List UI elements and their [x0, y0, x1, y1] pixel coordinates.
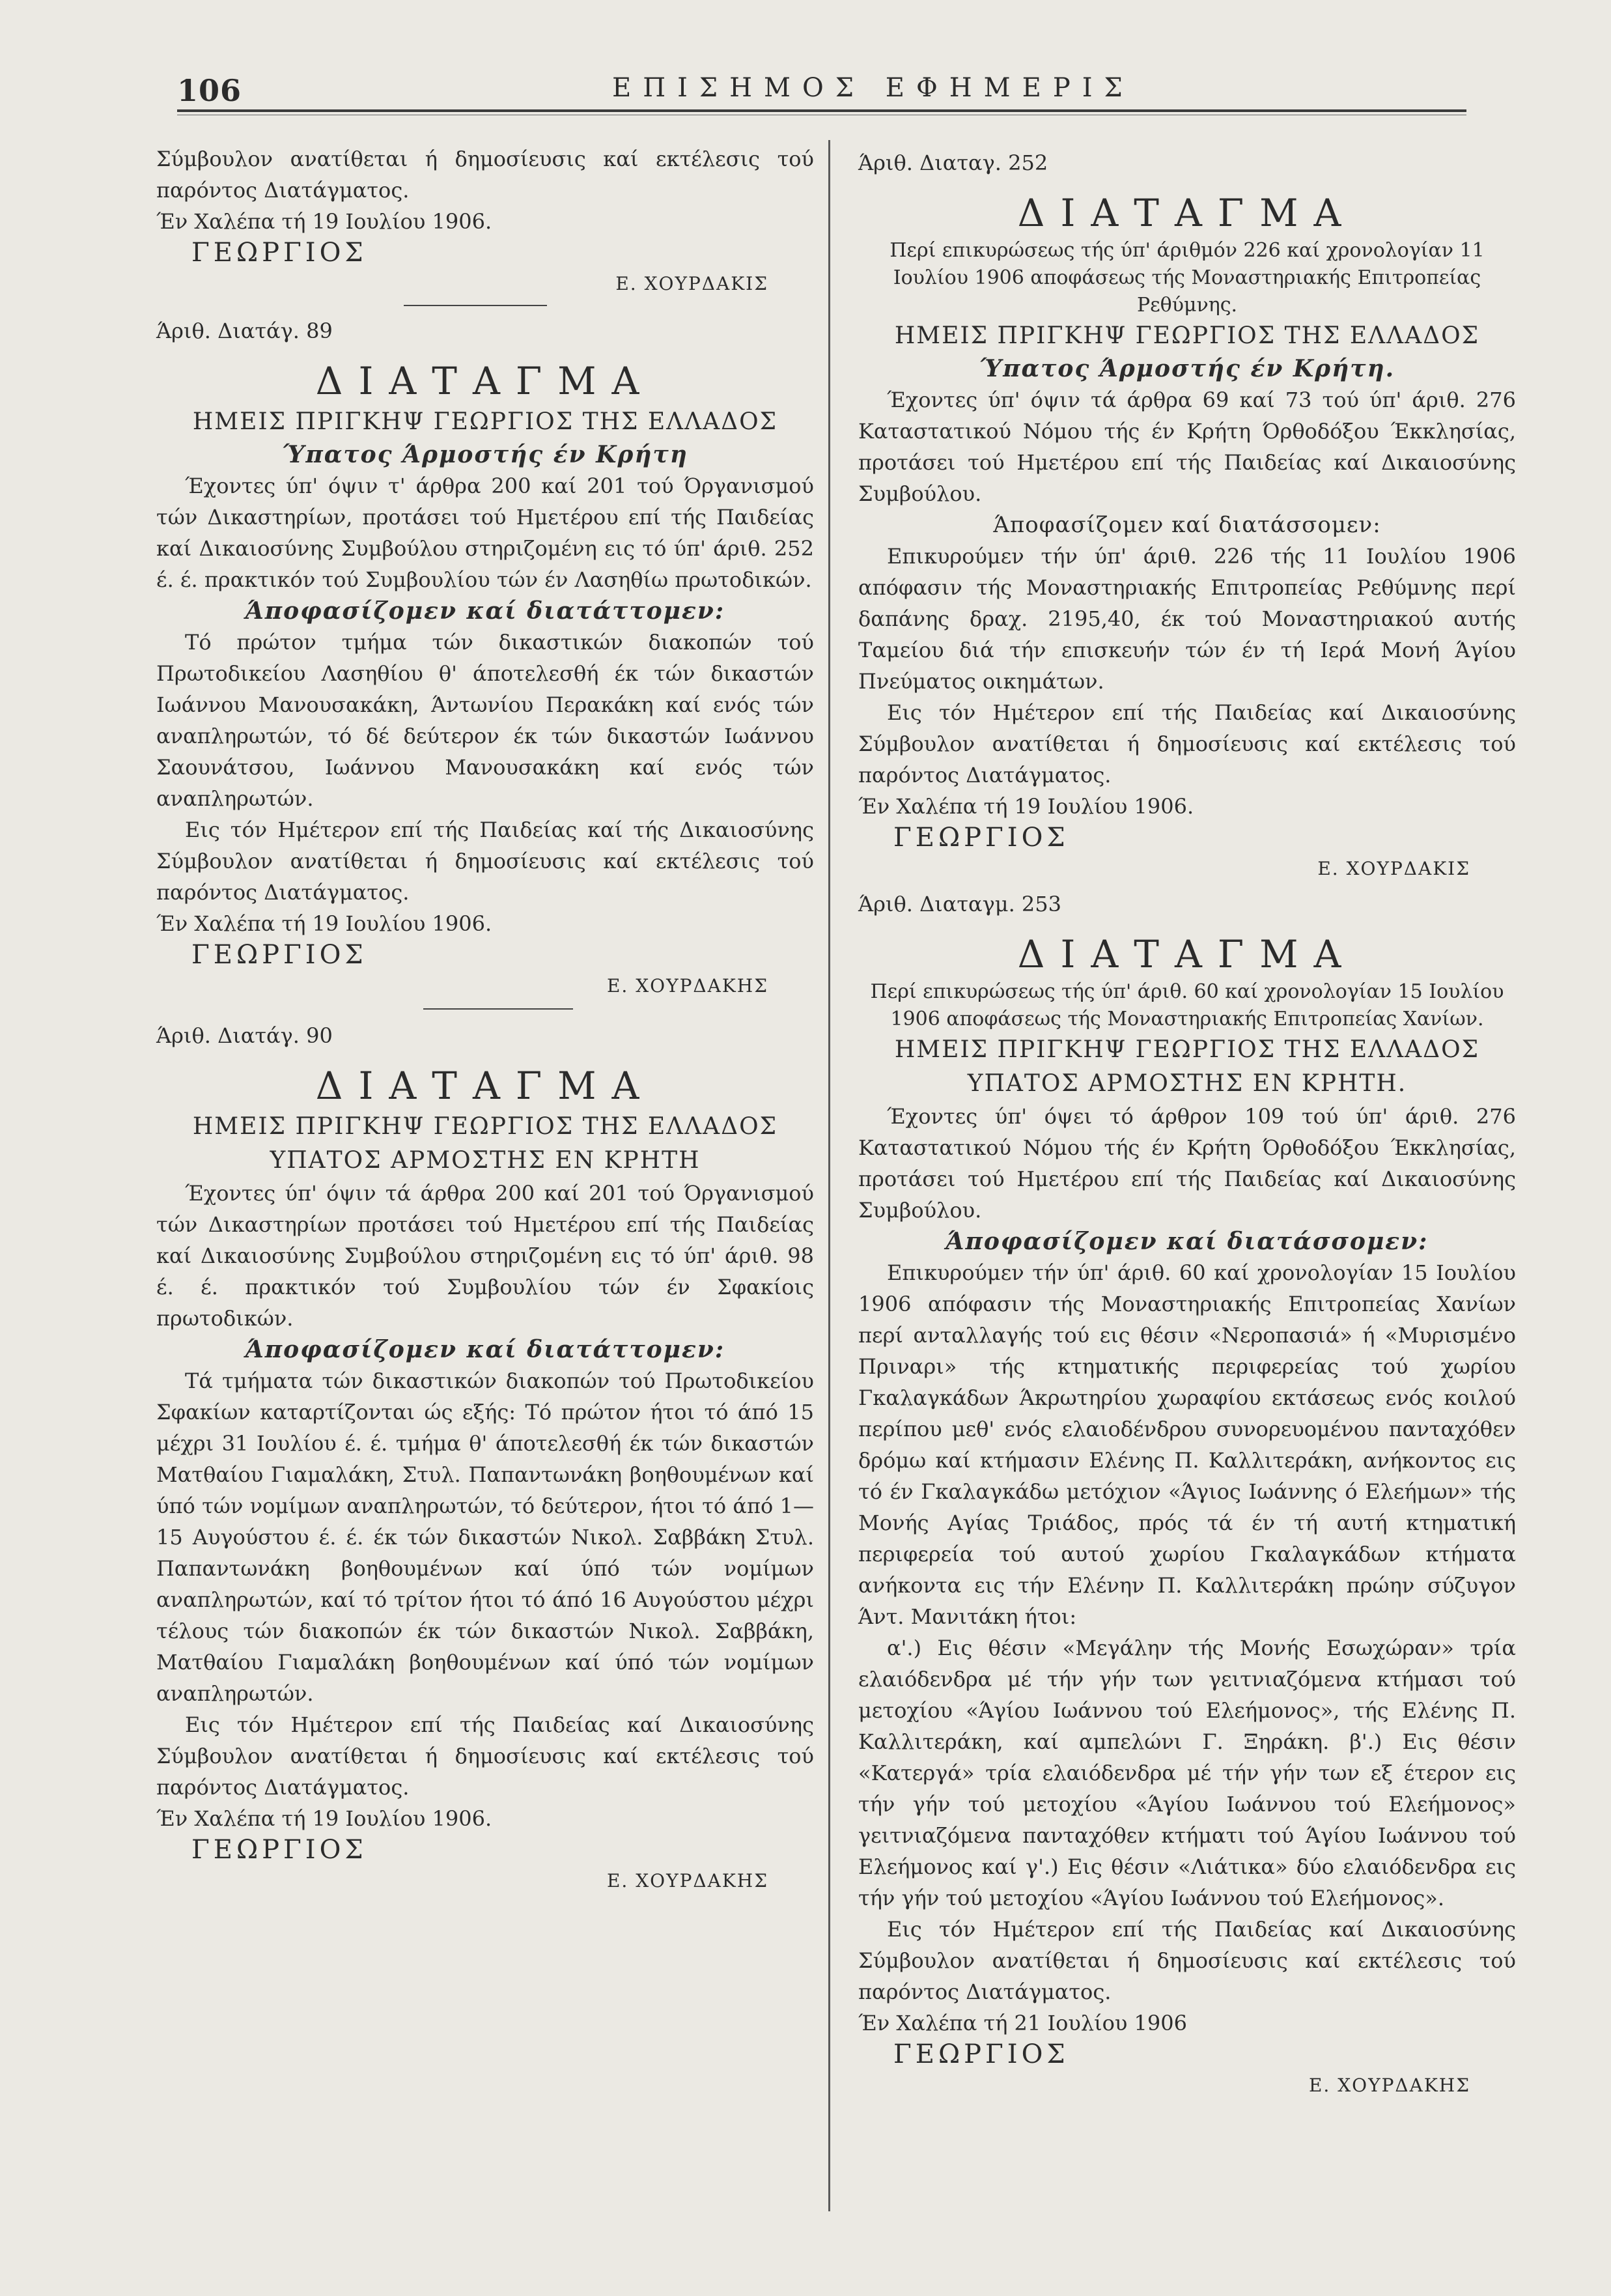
decree-issuer: ΗΜΕΙΣ ΠΡΙΓΚΗΨ ΓΕΩΡΓΙΟΣ ΤΗΣ ΕΛΛΑΔΟΣ: [192, 1113, 778, 1140]
decree-office: ΥΠΑΤΟΣ ΑΡΜΟΣΤΗΣ ΕΝ ΚΡΗΤΗ: [270, 1147, 701, 1174]
decree-office: ΥΠΑΤΟΣ ΑΡΜΟΣΤΗΣ ΕΝ ΚΡΗΤΗ.: [967, 1070, 1407, 1097]
left-column: [156, 143, 814, 1897]
decree-title: ΔΙΑΤΑΓΜΑ: [315, 1064, 655, 1108]
decree-issuer: ΗΜΕΙΣ ΠΡΙΓΚΗΨ ΓΕΩΡΓΙΟΣ ΤΗΣ ΕΛΛΑΔΟΣ: [192, 408, 778, 435]
decree-title: ΔΙΑΤΑΓΜΑ: [315, 359, 655, 403]
decree-title: ΔΙΑΤΑΓΜΑ: [1017, 932, 1357, 976]
decree-decision: Άποφασίζομεν καί διατάσσομεν:: [946, 1228, 1429, 1255]
decree-king: ΓΕΩΡΓΙΟΣ: [191, 1835, 367, 1865]
decree-body: Επικυρούμεν τήν ύπ' άριθ. 60 καί χρονολογίαν 15 Ιουλίου 1906 απόφασιν τής Μοναστηριακής Επιτροπείας Χανίων περί ανταλλαγής τού εις θέσιν «Νεροπασιά» ή «Μυρισμένο Πριναρι» τής κτηματικής περιφερείας τού χωρίου Γκαλαγκάδων Άκρωτηρίου χωραφίου εκτάσεως ενός κοιλού περίπου μεθ' ενός ελαιοδένδρου συνορευομένου πανταχόθεν δρόμω καί κτήμασιν Ελένης Π. Καλλιτεράκη, ανήκοντος εις τό έν Γκαλαγκάδω μετόχιον «Άγιος Ιωάννης ό Ελεήμων» τής Μονής Αγίας Τριάδος, πρός τά έν τή αυτή κτηματική περιφερεία τού αυτού χωρίου Γκαλαγκάδων κτήματα ανήκοντα εις τήν Ελένην Π. Καλλιτεράκη πρώην σύζυγον Άντ. Μανιτάκη ήτοι:: [858, 1260, 1516, 1629]
continuation-signature: Ε. ΧΟΥΡΔΑΚΙΣ: [615, 273, 768, 294]
decree-preamble: Έχοντες ύπ' όψιν τ' άρθρα 200 καί 201 τού Όργανισμού τών Δικαστηρίων, προτάσει τού Ημετέρου επί τής Παιδείας καί Δικαιοσύνης Συμβούλου στηριζομένη εις τό ύπ' άριθ. 252 έ. έ. πρακτικόν τού Συμβουλίου τών έν Λασηθίω πρωτοδικών.: [156, 474, 814, 592]
decree-ref: Άριθ. Διατάγ. 90: [156, 1023, 333, 1048]
decree-issuer: ΗΜΕΙΣ ΠΡΙΓΚΗΨ ΓΕΩΡΓΙΟΣ ΤΗΣ ΕΛΛΑΔΟΣ: [894, 1036, 1480, 1063]
decree-items: α'.) Εις θέσιν «Μεγάλην τής Μονής Εσωχώραν» τρία ελαιόδενδρα μέ τήν γήν των γειτνιαζόμενα κτήμασι τού μετοχίου «Άγίου Ιωάννου τού Ελεήμονος», τής Ελένης Π. Καλλιτεράκη, καί αμπελώνι Γ. Ξηράκη. β'.) Εις θέσιν «Κατεργά» τρία ελαιόδενδρα μέ τήν γήν των εξ έτερον εις τήν γήν τού μετοχίου «Άγίου Ιωάννου τού Ελεήμονος» γειτνιαζόμενα πανταχόθεν κτήματι τού Άγίου Ιωάννου τού Ελεήμονος καί γ'.) Εις θέσιν «Λιάτικα» δύο ελαιόδενδρα εις τήν γήν τού μετοχίου «Άγίου Ιωάννου τού Ελεήμονος».: [858, 1636, 1516, 1910]
decree-date: Έν Χαλέπα τή 19 Ιουλίου 1906.: [156, 911, 492, 936]
separator: [423, 1008, 573, 1010]
decree-assignment: Εις τόν Ημέτερον επί τής Παιδείας καί τής Δικαιοσύνης Σύμβουλον ανατίθεται ή δημοσίευσις καί εκτέλεσις τού παρόντος Διατάγματος.: [156, 817, 814, 905]
decree-253: [858, 888, 1516, 2101]
decree-subject: Περί επικυρώσεως τής ύπ' άριθμόν 226 καί χρονολογίαν 11 Ιουλίου 1906 αποφάσεως τής Μοναστηριακής Επιτροπείας Ρεθύμνης.: [890, 239, 1485, 317]
decree-assignment: Εις τόν Ημέτερον επί τής Παιδείας καί Δικαιοσύνης Σύμβουλον ανατίθεται ή δημοσίευσις καί εκτέλεσις τού παρόντος Διατάγματος.: [858, 700, 1516, 787]
decree-date: Έν Χαλέπα τή 19 Ιουλίου 1906.: [858, 794, 1194, 819]
decree-89: [156, 315, 814, 1002]
decree-king: ΓΕΩΡΓΙΟΣ: [893, 823, 1069, 853]
decree-king: ΓΕΩΡΓΙΟΣ: [191, 940, 367, 970]
decree-assignment: Εις τόν Ημέτερον επί τής Παιδείας καί Δικαιοσύνης Σύμβουλον ανατίθεται ή δημοσίευσις καί εκτέλεσις τού παρόντος Διατάγματος.: [858, 1917, 1516, 2004]
continuation-king: ΓΕΩΡΓΙΟΣ: [191, 238, 367, 268]
decree-body: Τά τμήματα τών δικαστικών διακοπών τού Πρωτοδικείου Σφακίων καταρτίζονται ώς εξής: Τό πρώτον ήτοι τό άπό 15 μέχρι 31 Ιουλίου έ. έ. τμήμα θ' άποτελεσθή έκ τών δικαστών Ματθαίου Γιαμαλάκη, Στυλ. Παπαντωνάκη βοηθουμένων καί ύπό τών νομίμων αναπληρωτών, τό δεύτερον, ήτοι τό άπό 1—15 Αυγούστου έ. έ. έκ τών δικαστών Νικολ. Σαββάκη Στυλ. Παπαντωνάκη βοηθουμένων καί ύπό τών νομίμων αναπληρωτών, καί τό τρίτον ήτοι τό άπό 16 Αυγούστου μέχρι τέλους τών διακοπών έκ τών δικαστών Νικολ. Σαββάκη, Ματθαίου Γιαμαλάκη βοηθουμένων καί ύπό τών νομίμων αναπληρωτών.: [156, 1368, 814, 1706]
decree-title: ΔΙΑΤΑΓΜΑ: [1017, 191, 1357, 235]
decree-signature: Ε. ΧΟΥΡΔΑΚΗΣ: [606, 1870, 768, 1892]
decree-signature: Ε. ΧΟΥΡΔΑΚΙΣ: [1317, 858, 1470, 879]
decree-assignment: Εις τόν Ημέτερον επί τής Παιδείας καί Δικαιοσύνης Σύμβουλον ανατίθεται ή δημοσίευσις καί εκτέλεσις τού παρόντος Διατάγματος.: [156, 1712, 814, 1800]
decree-subject: Περί επικυρώσεως τής ύπ' άριθ. 60 καί χρονολογίαν 15 Ιουλίου 1906 αποφάσεως τής Μοναστηριακής Επιτροπείας Χανίων.: [870, 980, 1504, 1030]
header-rule: [177, 109, 1466, 112]
column-divider: [828, 140, 830, 2211]
continuation-text: Σύμβουλον ανατίθεται ή δημοσίευσις καί εκτέλεσις τού παρόντος Διατάγματος.: [156, 147, 814, 203]
decree-ref: Άριθ. Διαταγ. 252: [858, 150, 1048, 175]
decree-date: Έν Χαλέπα τή 19 Ιουλίου 1906.: [156, 1806, 492, 1831]
decree-decision: Άποφασίζομεν καί διατάττομεν:: [245, 597, 725, 625]
right-column: [858, 143, 1516, 2101]
decree-issuer: ΗΜΕΙΣ ΠΡΙΓΚΗΨ ΓΕΩΡΓΙΟΣ ΤΗΣ ΕΛΛΑΔΟΣ: [894, 322, 1480, 349]
decree-signature: Ε. ΧΟΥΡΔΑΚΗΣ: [606, 975, 768, 997]
decree-90: [156, 1020, 814, 1897]
separator: [404, 305, 547, 306]
gazette-title: ΕΠΙΣΗΜΟΣ ΕΦΗΜΕΡΙΣ: [612, 73, 1134, 103]
decree-signature: Ε. ΧΟΥΡΔΑΚΗΣ: [1308, 2075, 1470, 2096]
decree-king: ΓΕΩΡΓΙΟΣ: [893, 2039, 1069, 2069]
decree-preamble: Έχοντες ύπ' όψιν τά άρθρα 200 καί 201 τού Όργανισμού τών Δικαστηρίων προτάσει τού Ημετέρου επί τής Παιδείας καί Δικαιοσύνης Συμβούλου στηριζομένη εις τό ύπ' άριθ. 98 έ. έ. πρακτικόν τού Συμβουλίου τών έν Σφακίοις πρωτοδικών.: [156, 1181, 814, 1331]
decree-body: Τό πρώτον τμήμα τών δικαστικών διακοπών τού Πρωτοδικείου Λασηθίου θ' άποτελεσθή έκ τών δικαστών Ιωάννου Μανουσακάκη, Άντωνίου Περακάκη καί ενός τών αναπληρωτών, τό δέ δεύτερον έκ τών δικαστών Ιωάννου Σαουνάτσου, Ιωάννου Μανουσακάκη καί ενός τών αναπληρωτών.: [156, 630, 814, 811]
continuation-date: Έν Χαλέπα τή 19 Ιουλίου 1906.: [156, 209, 492, 234]
decree-ref: Άριθ. Διαταγμ. 253: [858, 892, 1061, 916]
decree-preamble: Έχοντες ύπ' όψει τό άρθρον 109 τού ύπ' άριθ. 276 Καταστατικού Νόμου τής έν Κρήτη Όρθοδόξου Έκκλησίας, προτάσει τού Ημετέρου επί τής Παιδείας καί Δικαιοσύνης Συμβούλου.: [858, 1104, 1516, 1223]
decree-office: Ύπατος Άρμοστής έν Κρήτη.: [979, 355, 1395, 382]
decree-body: Επικυρούμεν τήν ύπ' άριθ. 226 τής 11 Ιουλίου 1906 απόφασιν τής Μοναστηριακής Επιτροπείας Ρεθύμνης περί δαπάνης δραχ. 2195,40, έκ τού Μοναστηριακού αυτής Ταμείου διά τήν επισκευήν τών έν τή Ιερά Μονή Άγίου Πνεύματος οικημάτων.: [858, 544, 1516, 694]
decree-ref: Άριθ. Διατάγ. 89: [156, 319, 333, 343]
page-number: 106: [177, 73, 242, 108]
decree-office: Ύπατος Άρμοστής έν Κρήτη: [282, 441, 688, 468]
decree-decision: Άποφασίζομεν καί διατάττομεν:: [245, 1336, 725, 1363]
decree-decision: Άποφασίζομεν καί διατάσσομεν:: [993, 512, 1381, 538]
decree-preamble: Έχοντες ύπ' όψιν τά άρθρα 69 καί 73 τού ύπ' άριθ. 276 Καταστατικού Νόμου τής έν Κρήτη Όρθοδόξου Έκκλησίας, προτάσει τού Ημετέρου επί τής Παιδείας καί Δικαιοσύνης Συμβούλου.: [858, 388, 1516, 506]
decree-date: Έν Χαλέπα τή 21 Ιουλίου 1906: [858, 2011, 1187, 2035]
decree-252: [858, 147, 1516, 885]
